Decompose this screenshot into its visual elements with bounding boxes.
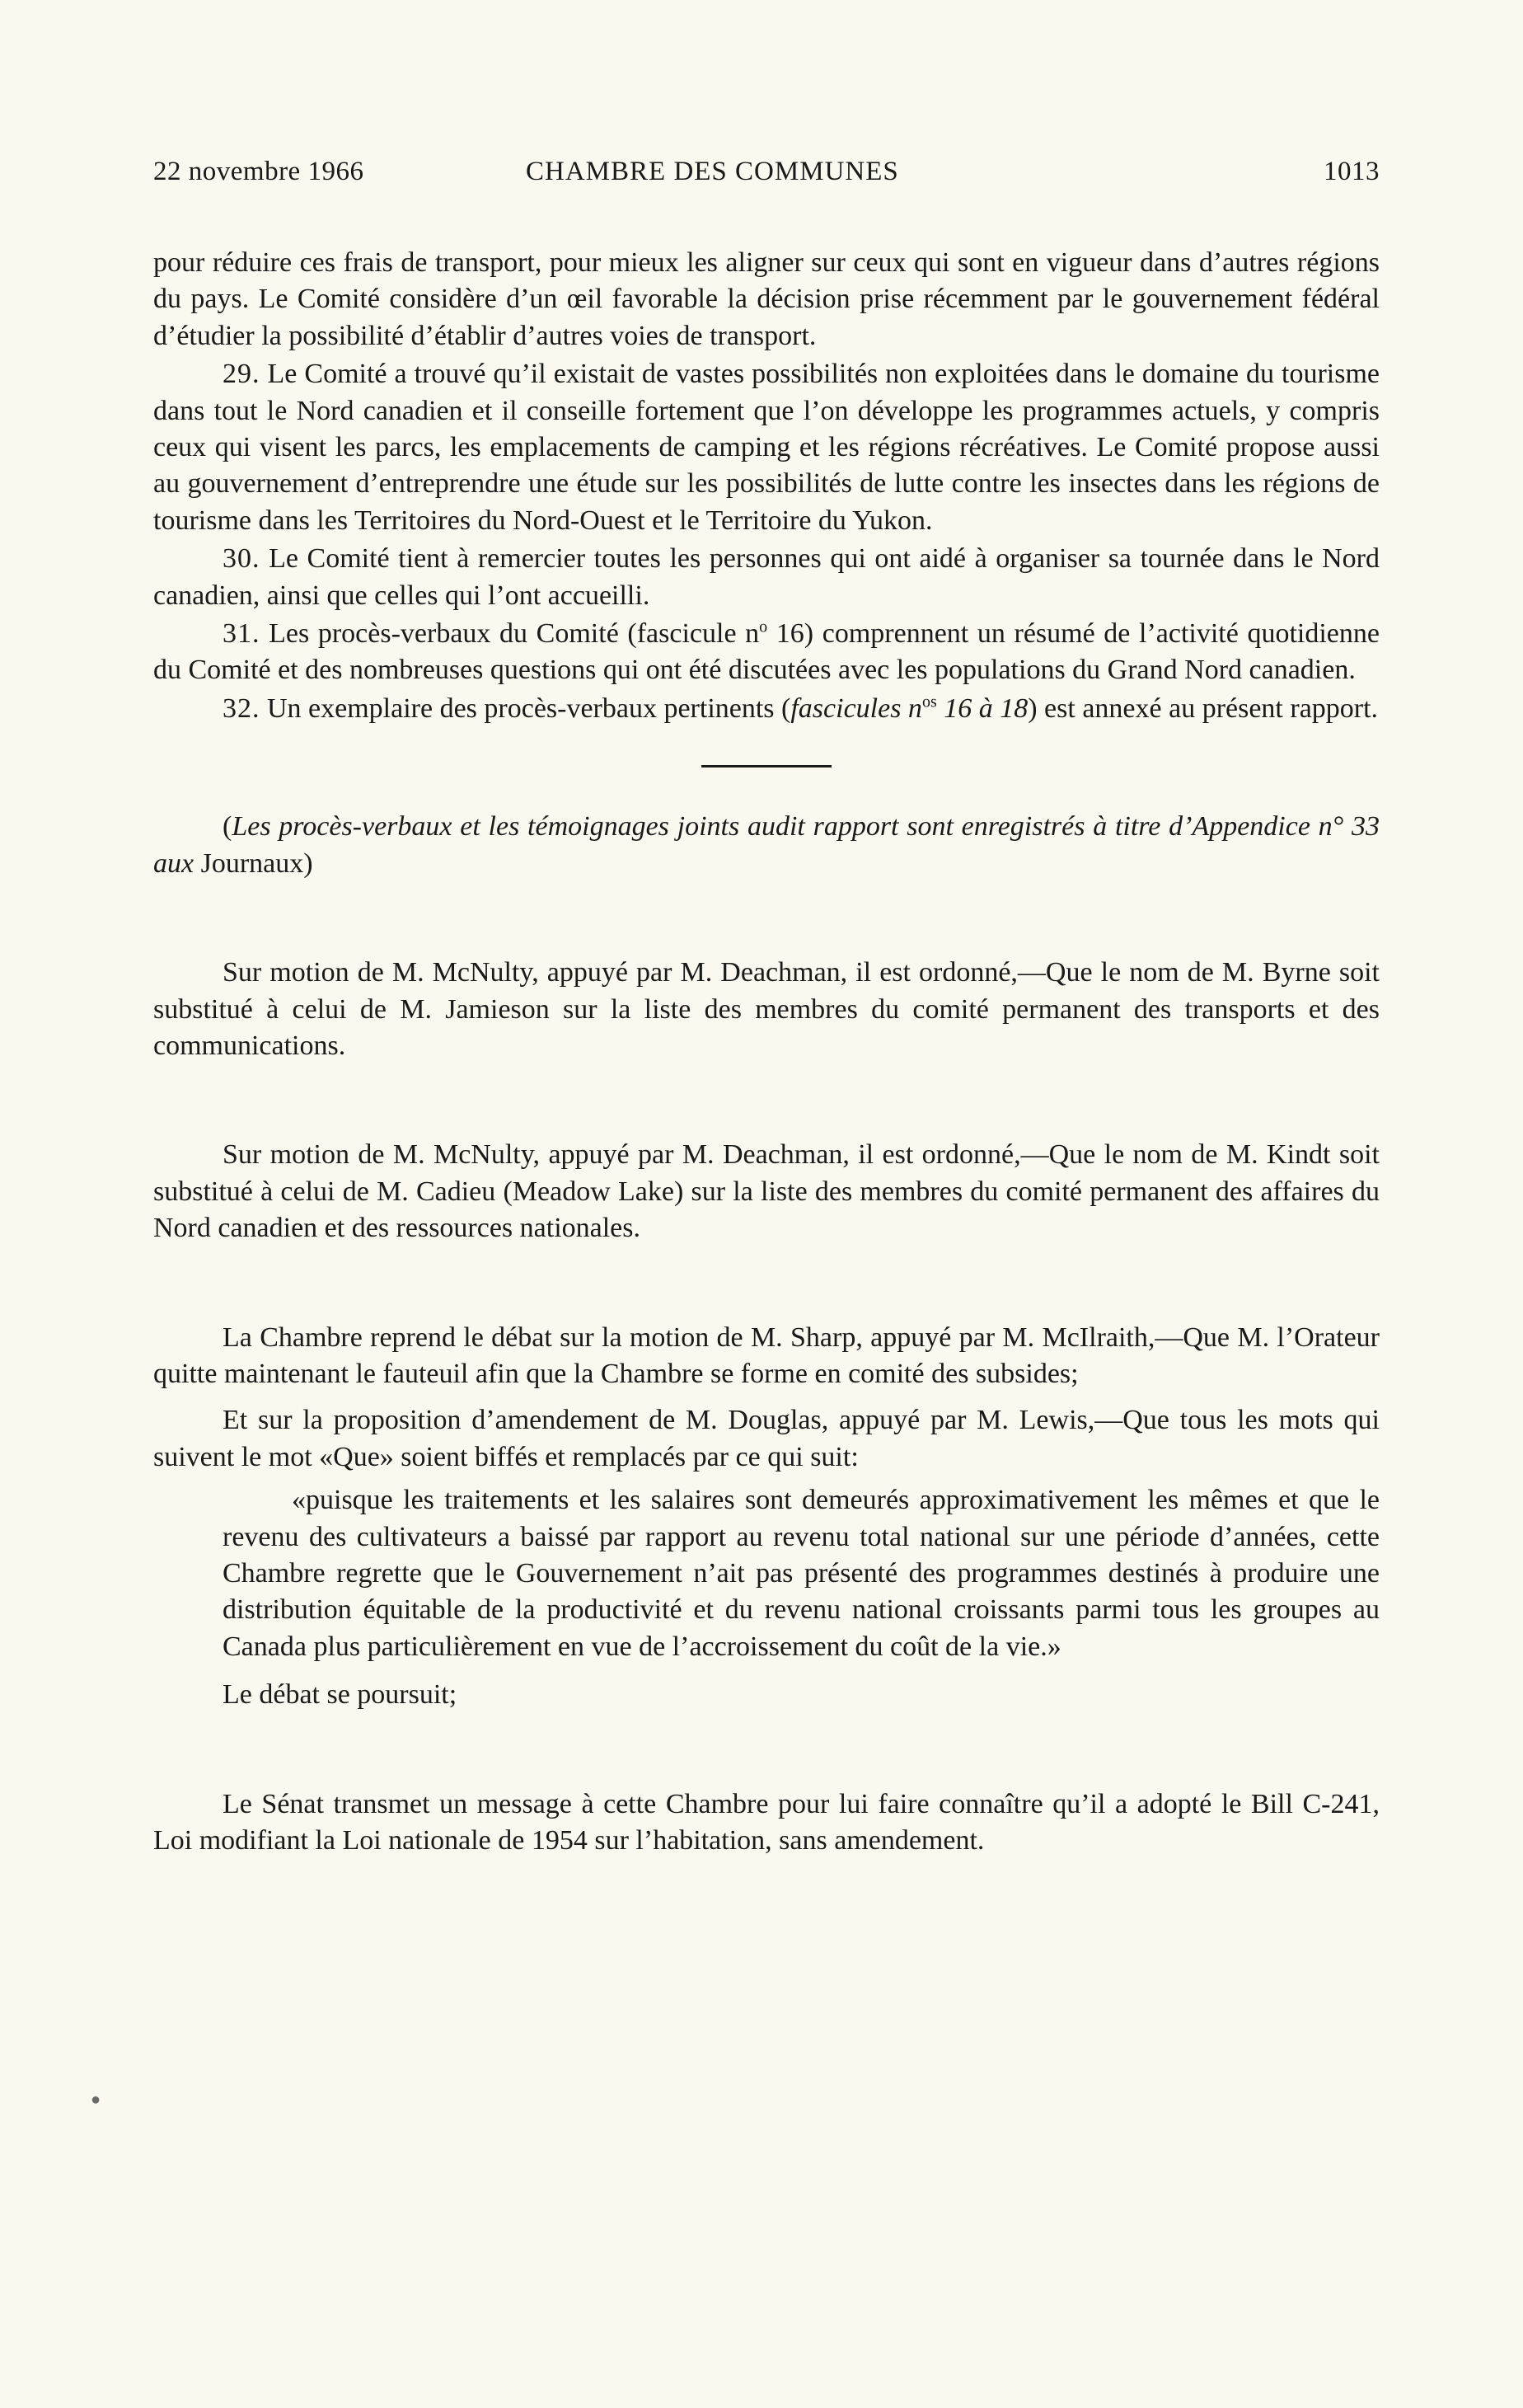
- numbered-paragraph-29: [153, 356, 1380, 539]
- paragraph-number: 30.: [223, 543, 260, 575]
- paragraph-text: Un exemplaire des procès-verbaux pertinents (: [267, 692, 791, 724]
- paragraph-number: 29.: [223, 359, 260, 390]
- paragraph-number: 31.: [223, 618, 260, 650]
- page-number: 1013: [1324, 157, 1380, 186]
- motion-paragraph-1: Sur motion de M. McNulty, appuyé par M. Deachman, il est ordonné,—Que le nom de M. Byrne soit substitué à celui de M. Jamieson sur la liste des membres du comité permanent des transports et des communications.: [153, 957, 1380, 1061]
- appendix-note: [153, 809, 1380, 882]
- superscript: os: [921, 692, 937, 711]
- page-body: [153, 245, 1380, 1859]
- paragraph-text: Le Comité tient à remercier toutes les personnes qui ont aidé à organiser sa tournée dans le Nord canadien, ainsi que celles qui l’ont accueilli.: [153, 543, 1380, 611]
- debate-paragraph-1: La Chambre reprend le débat sur la motion de M. Sharp, appuyé par M. McIlraith,—Que M. l’Orateur quitte maintenant le fauteuil afin que la Chambre se forme en comité des subsides;: [153, 1321, 1380, 1389]
- paragraph-text: Les procès-verbaux du Comité (fascicule n: [269, 618, 760, 650]
- margin-mark-icon: ●: [91, 2091, 101, 2109]
- numbered-paragraph-31: [153, 616, 1380, 689]
- italic-text: 16 à 18: [936, 692, 1029, 724]
- italic-text: fascicules n: [790, 692, 922, 724]
- paren: (: [223, 811, 232, 843]
- paragraph-text: ) est annexé au présent rapport.: [1028, 692, 1379, 724]
- paragraph-text: Le Comité a trouvé qu’il existait de vastes possibilités non exploitées dans le domaine du tourisme dans tout le Nord canadien et il conseille fortement que l’on développe les programmes actuels, y compris ceux qui visent les parcs, les emplacements de camping et les régions récréatives. Le Comité propose aussi au gouvernement d’entreprendre une étude sur les possibilités de lutte contre les insectes dans les régions de tourisme dans les Territoires du Nord-Ouest et le Territoire du Yukon.: [153, 359, 1380, 536]
- numbered-paragraph-32: [153, 691, 1380, 727]
- amendment-quote: «puisque les traitements et les salaires sont demeurés approximativement les mêmes et que le revenu des cultivateurs a baissé par rapport au revenu total national sur une période d’années, cette Chambre regrette que le Gouvernement n’ait pas présenté des programmes destinés à produire une distribution équitable de la productivité et du revenu national croissants parmi tous les groupes au Canada plus particulièrement en vue de l’accroissement du coût de la vie.»: [223, 1485, 1380, 1662]
- appendix-note-italic: Les procès-verbaux et les témoignages joints audit rapport sont enregistrés à titre d’Appendice n° 33 aux: [153, 811, 1380, 879]
- spacer: [153, 767, 1380, 809]
- senate-message-paragraph: Le Sénat transmet un message à cette Chambre pour lui faire connaître qu’il a adopté le Bill C-241, Loi modifiant la Loi nationale de 1954 sur l’habitation, sans amendement.: [153, 1788, 1380, 1856]
- debate-continues: Le débat se poursuit;: [223, 1679, 457, 1711]
- paragraph-number: 32.: [223, 692, 260, 724]
- spacer: [153, 727, 1380, 765]
- superscript: o: [759, 617, 768, 636]
- motion-paragraph-2: Sur motion de M. McNulty, appuyé par M. Deachman, il est ordonné,—Que le nom de M. Kindt soit substitué à celui de M. Cadieu (Meadow Lake) sur la liste des membres du comité permanent des affaires du Nord canadien et des ressources nationales.: [153, 1139, 1380, 1244]
- paragraph-text: 16) comprennent un résumé de l’activité quotidienne du Comité et des nombreuses questions qui ont été discutées avec les populations du Grand Nord canadien.: [153, 618, 1380, 686]
- running-head: [153, 157, 1380, 198]
- continued-paragraph: pour réduire ces frais de transport, pour mieux les aligner sur ceux qui sont en vigueur dans d’autres régions du pays. Le Comité considère d’un œil favorable la décision prise récemment par le gouvernement fédéral d’étudier la possibilité d’établir d’autres voies de transport.: [153, 247, 1380, 351]
- header-date: 22 novembre 1966: [153, 157, 364, 186]
- appendix-note-roman: Journaux): [194, 847, 313, 879]
- numbered-paragraph-30: [153, 541, 1380, 614]
- header-title: CHAMBRE DES COMMUNES: [526, 157, 899, 186]
- debate-paragraph-2: Et sur la proposition d’amendement de M. Douglas, appuyé par M. Lewis,—Que tous les mots qui suivent le mot «Que» soient biffés et remplacés par ce qui suit:: [153, 1405, 1380, 1472]
